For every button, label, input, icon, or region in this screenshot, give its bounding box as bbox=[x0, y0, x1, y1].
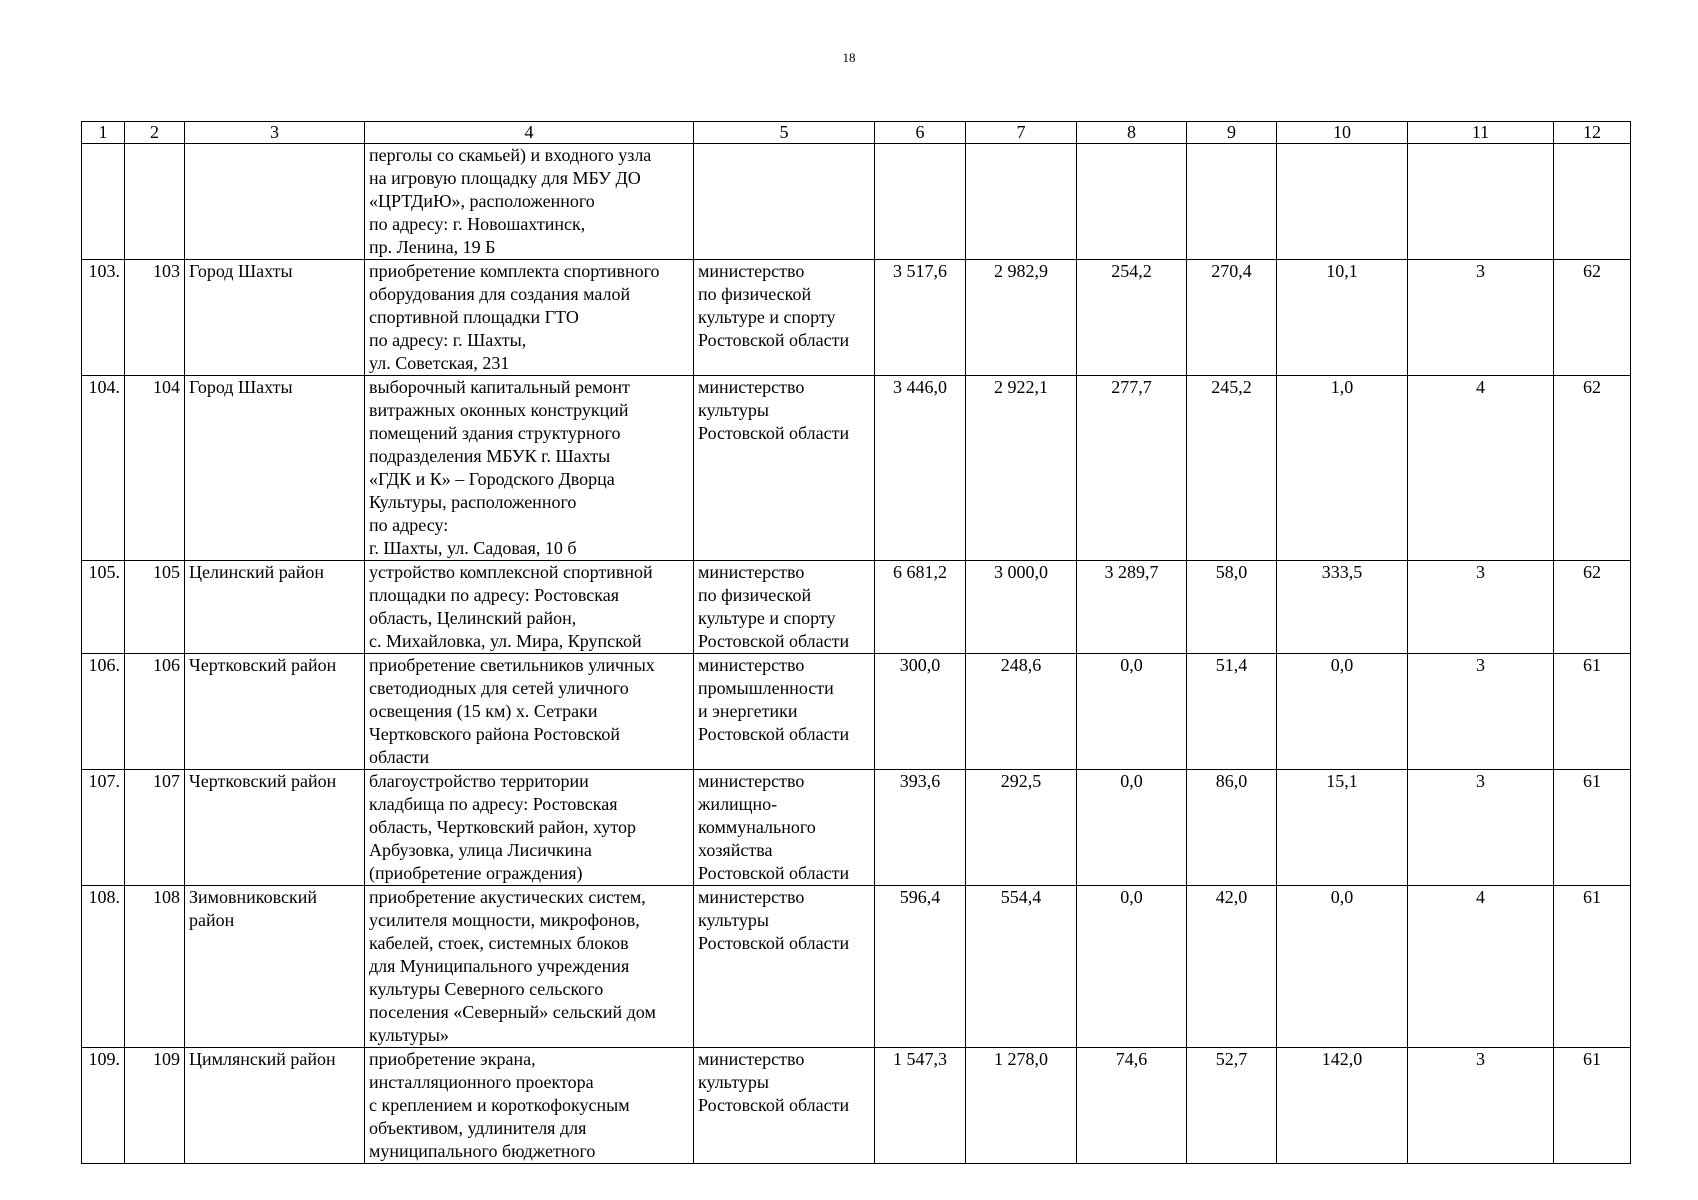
text-line: спортивной площадки ГТО bbox=[369, 307, 579, 327]
cell-empty bbox=[1277, 144, 1408, 260]
text-line: Город Шахты bbox=[189, 377, 293, 397]
text-line: и энергетики bbox=[698, 701, 798, 721]
text-line: 103. bbox=[88, 261, 120, 281]
cell-column-11 bbox=[1408, 654, 1554, 770]
text-line: 61 bbox=[1583, 771, 1601, 791]
cell-empty bbox=[82, 144, 125, 260]
text-line: «ГДК и К» – Городского Дворца bbox=[369, 469, 615, 489]
cell-other bbox=[1187, 260, 1277, 376]
cell-other bbox=[1187, 770, 1277, 886]
cell-column-12 bbox=[1554, 561, 1631, 654]
text-line: 333,5 bbox=[1321, 562, 1363, 582]
text-line: выборочный капитальный ремонт bbox=[369, 377, 630, 397]
text-line: приобретение акустических систем, bbox=[369, 887, 646, 907]
cell-regional bbox=[966, 561, 1077, 654]
column-header: 12 bbox=[1554, 122, 1631, 144]
text-line: 104 bbox=[153, 377, 180, 397]
cell-ministry bbox=[694, 886, 875, 1048]
text-line: 292,5 bbox=[1000, 771, 1042, 791]
text-line: хозяйства bbox=[698, 840, 773, 860]
text-line: поселения «Северный» сельский дом bbox=[369, 1002, 656, 1022]
cell-savings bbox=[1277, 654, 1408, 770]
cell-column-11 bbox=[1408, 770, 1554, 886]
text-line: министерство bbox=[698, 887, 805, 907]
cell-municipality bbox=[185, 1048, 365, 1164]
text-line: кладбища по адресу: Ростовская bbox=[369, 794, 618, 814]
cell-row-number bbox=[82, 770, 125, 886]
cell-local bbox=[1077, 1048, 1187, 1164]
text-line: культуры bbox=[698, 1072, 769, 1092]
text-line: 0,0 bbox=[1120, 655, 1143, 675]
text-line: с креплением и короткофокусным bbox=[369, 1095, 630, 1115]
text-line: 10,1 bbox=[1326, 261, 1358, 281]
text-line: 3 bbox=[1476, 1049, 1485, 1069]
text-line: 1 278,0 bbox=[994, 1049, 1048, 1069]
text-line: культуры Северного сельского bbox=[369, 979, 604, 999]
cell-empty bbox=[1554, 144, 1631, 260]
text-line: 0,0 bbox=[1120, 771, 1143, 791]
text-line: 596,4 bbox=[899, 887, 941, 907]
cell-column-12 bbox=[1554, 654, 1631, 770]
text-line: область, Чертковский район, хутор bbox=[369, 817, 636, 837]
cell-item-number bbox=[125, 886, 185, 1048]
text-line: 300,0 bbox=[899, 655, 941, 675]
text-line: 554,4 bbox=[1000, 887, 1042, 907]
cell-description bbox=[365, 144, 694, 260]
text-line: 61 bbox=[1583, 887, 1601, 907]
text-line: 254,2 bbox=[1111, 261, 1152, 281]
text-line: 0,0 bbox=[1330, 655, 1354, 675]
table-row bbox=[82, 886, 1631, 1048]
text-line: 103 bbox=[153, 261, 180, 281]
text-line: 104. bbox=[88, 377, 120, 397]
text-line: 74,6 bbox=[1115, 1049, 1148, 1069]
text-line: 1,0 bbox=[1330, 377, 1354, 397]
cell-description bbox=[365, 561, 694, 654]
cell-description bbox=[365, 886, 694, 1048]
cell-row-number bbox=[82, 654, 125, 770]
text-line: Ростовской области bbox=[698, 1095, 850, 1115]
cell-column-11 bbox=[1408, 376, 1554, 561]
page-number: 18 bbox=[842, 50, 856, 65]
column-header: 2 bbox=[125, 122, 185, 144]
text-line: культуре и спорту bbox=[698, 608, 836, 628]
text-line: 0,0 bbox=[1120, 887, 1143, 907]
text-line: Чертковского района Ростовской bbox=[369, 724, 621, 744]
cell-regional bbox=[966, 886, 1077, 1048]
text-line: 6 681,2 bbox=[893, 562, 947, 582]
cell-column-12 bbox=[1554, 886, 1631, 1048]
text-line: по адресу: г. Новошахтинск, bbox=[369, 214, 586, 234]
cell-municipality bbox=[185, 886, 365, 1048]
text-line: культуры» bbox=[369, 1025, 449, 1045]
text-line: 62 bbox=[1583, 377, 1601, 397]
text-line: оборудования для создания малой bbox=[369, 284, 631, 304]
cell-ministry bbox=[694, 376, 875, 561]
cell-empty bbox=[125, 144, 185, 260]
cell-item-number bbox=[125, 654, 185, 770]
text-line: Ростовской области bbox=[698, 933, 850, 953]
text-line: 86,0 bbox=[1215, 771, 1248, 791]
text-line: 105 bbox=[153, 562, 180, 582]
text-line: Ростовской области bbox=[698, 330, 850, 350]
cell-empty bbox=[966, 144, 1077, 260]
cell-total bbox=[875, 260, 966, 376]
column-header: 1 bbox=[82, 122, 125, 144]
text-line: 42,0 bbox=[1215, 887, 1248, 907]
text-line: по физической bbox=[698, 585, 812, 605]
text-line: район bbox=[189, 910, 235, 930]
text-line: ул. Советская, 231 bbox=[369, 353, 510, 373]
table-row bbox=[82, 1048, 1631, 1164]
text-line: 3 446,0 bbox=[893, 377, 947, 397]
cell-column-12 bbox=[1554, 260, 1631, 376]
cell-savings bbox=[1277, 260, 1408, 376]
text-line: 107 bbox=[153, 771, 180, 791]
text-line: перголы со скамьей) и входного узла bbox=[369, 145, 652, 165]
cell-savings bbox=[1277, 1048, 1408, 1164]
cell-total bbox=[875, 1048, 966, 1164]
text-line: Зимовниковский bbox=[189, 887, 318, 907]
cell-empty bbox=[185, 144, 365, 260]
text-line: 3 bbox=[1476, 655, 1485, 675]
text-line: 245,2 bbox=[1211, 377, 1252, 397]
text-line: объективом, удлинителя для bbox=[369, 1118, 587, 1138]
cell-empty bbox=[694, 144, 875, 260]
text-line: 393,6 bbox=[899, 771, 941, 791]
text-line: 3 bbox=[1476, 261, 1485, 281]
text-line: витражных оконных конструкций bbox=[369, 400, 629, 420]
text-line: 62 bbox=[1583, 261, 1601, 281]
cell-other bbox=[1187, 376, 1277, 561]
cell-item-number bbox=[125, 376, 185, 561]
text-line: пр. Ленина, 19 Б bbox=[369, 237, 496, 257]
text-line: 2 982,9 bbox=[994, 261, 1048, 281]
text-line: 108. bbox=[88, 887, 120, 907]
cell-savings bbox=[1277, 561, 1408, 654]
cell-municipality bbox=[185, 770, 365, 886]
cell-other bbox=[1187, 1048, 1277, 1164]
cell-description bbox=[365, 1048, 694, 1164]
cell-item-number bbox=[125, 561, 185, 654]
column-header: 8 bbox=[1077, 122, 1187, 144]
cell-other bbox=[1187, 561, 1277, 654]
text-line: культуры bbox=[698, 910, 769, 930]
text-line: Ростовской области bbox=[698, 423, 850, 443]
cell-description bbox=[365, 376, 694, 561]
text-line: 3 289,7 bbox=[1104, 562, 1159, 582]
text-line: усилителя мощности, микрофонов, bbox=[369, 910, 640, 930]
cell-column-11 bbox=[1408, 260, 1554, 376]
text-line: область, Целинский район, bbox=[369, 608, 577, 628]
cell-column-11 bbox=[1408, 1048, 1554, 1164]
cell-column-12 bbox=[1554, 1048, 1631, 1164]
cell-municipality bbox=[185, 376, 365, 561]
cell-municipality bbox=[185, 654, 365, 770]
cell-ministry bbox=[694, 1048, 875, 1164]
text-line: Цимлянский район bbox=[189, 1049, 336, 1069]
cell-local bbox=[1077, 886, 1187, 1048]
cell-description bbox=[365, 654, 694, 770]
text-line: 15,1 bbox=[1326, 771, 1358, 791]
table-row bbox=[82, 260, 1631, 376]
text-line: 4 bbox=[1476, 887, 1485, 907]
table-row bbox=[82, 561, 1631, 654]
text-line: приобретение экрана, bbox=[369, 1049, 536, 1069]
text-line: по адресу: bbox=[369, 515, 449, 535]
text-line: «ЦРТДиЮ», расположенного bbox=[369, 191, 595, 211]
column-header: 7 bbox=[966, 122, 1077, 144]
text-line: министерство bbox=[698, 562, 805, 582]
text-line: муниципального бюджетного bbox=[369, 1141, 596, 1161]
text-line: инсталляционного проектора bbox=[369, 1072, 594, 1092]
text-line: области bbox=[369, 747, 430, 767]
text-line: 106. bbox=[88, 655, 120, 675]
cell-column-12 bbox=[1554, 376, 1631, 561]
column-header: 11 bbox=[1408, 122, 1554, 144]
cell-regional bbox=[966, 260, 1077, 376]
column-number-header bbox=[82, 122, 1631, 144]
text-line: по адресу: г. Шахты, bbox=[369, 330, 527, 350]
cell-item-number bbox=[125, 1048, 185, 1164]
text-line: 3 000,0 bbox=[994, 562, 1048, 582]
projects-table bbox=[81, 121, 1631, 1164]
text-line: площадки по адресу: Ростовская bbox=[369, 585, 619, 605]
text-line: благоустройство территории bbox=[369, 771, 589, 791]
cell-row-number bbox=[82, 886, 125, 1048]
text-line: на игровую площадку для МБУ ДО bbox=[369, 168, 641, 188]
text-line: 61 bbox=[1583, 655, 1601, 675]
cell-local bbox=[1077, 376, 1187, 561]
cell-regional bbox=[966, 770, 1077, 886]
cell-other bbox=[1187, 654, 1277, 770]
cell-local bbox=[1077, 260, 1187, 376]
continuation-row bbox=[82, 144, 1631, 260]
cell-item-number bbox=[125, 770, 185, 886]
cell-ministry bbox=[694, 654, 875, 770]
text-line: кабелей, стоек, системных блоков bbox=[369, 933, 629, 953]
text-line: 105. bbox=[88, 562, 120, 582]
text-line: приобретение комплекта спортивного bbox=[369, 261, 660, 281]
text-line: с. Михайловка, ул. Мира, Крупской bbox=[369, 631, 642, 651]
cell-item-number bbox=[125, 260, 185, 376]
text-line: (приобретение ограждения) bbox=[369, 863, 583, 883]
text-line: 3 517,6 bbox=[893, 261, 947, 281]
cell-empty bbox=[1408, 144, 1554, 260]
column-header: 3 bbox=[185, 122, 365, 144]
cell-column-11 bbox=[1408, 886, 1554, 1048]
cell-total bbox=[875, 886, 966, 1048]
cell-total bbox=[875, 654, 966, 770]
cell-municipality bbox=[185, 260, 365, 376]
text-line: коммунального bbox=[698, 817, 816, 837]
text-line: светодиодных для сетей уличного bbox=[369, 678, 629, 698]
cell-column-12 bbox=[1554, 770, 1631, 886]
text-line: 61 bbox=[1583, 1049, 1601, 1069]
cell-column-11 bbox=[1408, 561, 1554, 654]
text-line: 142,0 bbox=[1321, 1049, 1363, 1069]
text-line: 4 bbox=[1476, 377, 1485, 397]
cell-empty bbox=[1077, 144, 1187, 260]
text-line: Ростовской области bbox=[698, 863, 850, 883]
cell-regional bbox=[966, 654, 1077, 770]
text-line: министерство bbox=[698, 771, 805, 791]
text-line: 0,0 bbox=[1330, 887, 1354, 907]
text-line: 270,4 bbox=[1211, 261, 1252, 281]
text-line: 51,4 bbox=[1215, 655, 1248, 675]
text-line: освещения (15 км) х. Сетраки bbox=[369, 701, 598, 721]
text-line: министерство bbox=[698, 377, 805, 397]
cell-municipality bbox=[185, 561, 365, 654]
text-line: 109. bbox=[88, 1049, 120, 1069]
table-row bbox=[82, 770, 1631, 886]
table-row bbox=[82, 654, 1631, 770]
cell-row-number bbox=[82, 1048, 125, 1164]
text-line: министерство bbox=[698, 1049, 805, 1069]
column-header: 9 bbox=[1187, 122, 1277, 144]
text-line: 107. bbox=[88, 771, 120, 791]
cell-empty bbox=[1187, 144, 1277, 260]
text-line: жилищно- bbox=[698, 794, 778, 814]
text-line: 3 bbox=[1476, 562, 1485, 582]
table-row bbox=[82, 376, 1631, 561]
column-header: 4 bbox=[365, 122, 694, 144]
cell-local bbox=[1077, 654, 1187, 770]
text-line: Культуры, расположенного bbox=[369, 492, 577, 512]
cell-row-number bbox=[82, 561, 125, 654]
cell-savings bbox=[1277, 376, 1408, 561]
text-line: 108 bbox=[153, 887, 180, 907]
text-line: 52,7 bbox=[1215, 1049, 1248, 1069]
cell-total bbox=[875, 376, 966, 561]
cell-regional bbox=[966, 376, 1077, 561]
text-line: 248,6 bbox=[1000, 655, 1042, 675]
text-line: 58,0 bbox=[1215, 562, 1248, 582]
text-line: Арбузовка, улица Лисичкина bbox=[369, 840, 592, 860]
cell-row-number bbox=[82, 376, 125, 561]
cell-total bbox=[875, 770, 966, 886]
text-line: по физической bbox=[698, 284, 812, 304]
column-header: 10 bbox=[1277, 122, 1408, 144]
cell-ministry bbox=[694, 260, 875, 376]
text-line: 2 922,1 bbox=[994, 377, 1048, 397]
cell-other bbox=[1187, 886, 1277, 1048]
cell-local bbox=[1077, 770, 1187, 886]
text-line: для Муниципального учреждения bbox=[369, 956, 630, 976]
text-line: промышленности bbox=[698, 678, 834, 698]
cell-savings bbox=[1277, 770, 1408, 886]
text-line: приобретение светильников уличных bbox=[369, 655, 655, 675]
text-line: Чертковский район bbox=[189, 655, 337, 675]
text-line: 3 bbox=[1476, 771, 1485, 791]
text-line: Целинский район bbox=[189, 562, 324, 582]
cell-regional bbox=[966, 1048, 1077, 1164]
cell-description bbox=[365, 770, 694, 886]
cell-total bbox=[875, 561, 966, 654]
text-line: Ростовской области bbox=[698, 724, 850, 744]
cell-ministry bbox=[694, 770, 875, 886]
cell-row-number bbox=[82, 260, 125, 376]
text-line: 106 bbox=[153, 655, 180, 675]
text-line: устройство комплексной спортивной bbox=[369, 562, 653, 582]
cell-ministry bbox=[694, 561, 875, 654]
cell-savings bbox=[1277, 886, 1408, 1048]
text-line: министерство bbox=[698, 655, 805, 675]
text-line: помещений здания структурного bbox=[369, 423, 621, 443]
cell-local bbox=[1077, 561, 1187, 654]
text-line: 109 bbox=[153, 1049, 180, 1069]
text-line: г. Шахты, ул. Садовая, 10 б bbox=[369, 538, 577, 558]
text-line: Чертковский район bbox=[189, 771, 337, 791]
text-line: Ростовской области bbox=[698, 631, 850, 651]
column-header: 5 bbox=[694, 122, 875, 144]
column-header: 6 bbox=[875, 122, 966, 144]
text-line: 1 547,3 bbox=[893, 1049, 947, 1069]
cell-description bbox=[365, 260, 694, 376]
text-line: 62 bbox=[1583, 562, 1601, 582]
text-line: культуры bbox=[698, 400, 769, 420]
text-line: культуре и спорту bbox=[698, 307, 836, 327]
text-line: 277,7 bbox=[1111, 377, 1152, 397]
cell-empty bbox=[875, 144, 966, 260]
text-line: Город Шахты bbox=[189, 261, 293, 281]
text-line: подразделения МБУК г. Шахты bbox=[369, 446, 611, 466]
text-line: министерство bbox=[698, 261, 805, 281]
